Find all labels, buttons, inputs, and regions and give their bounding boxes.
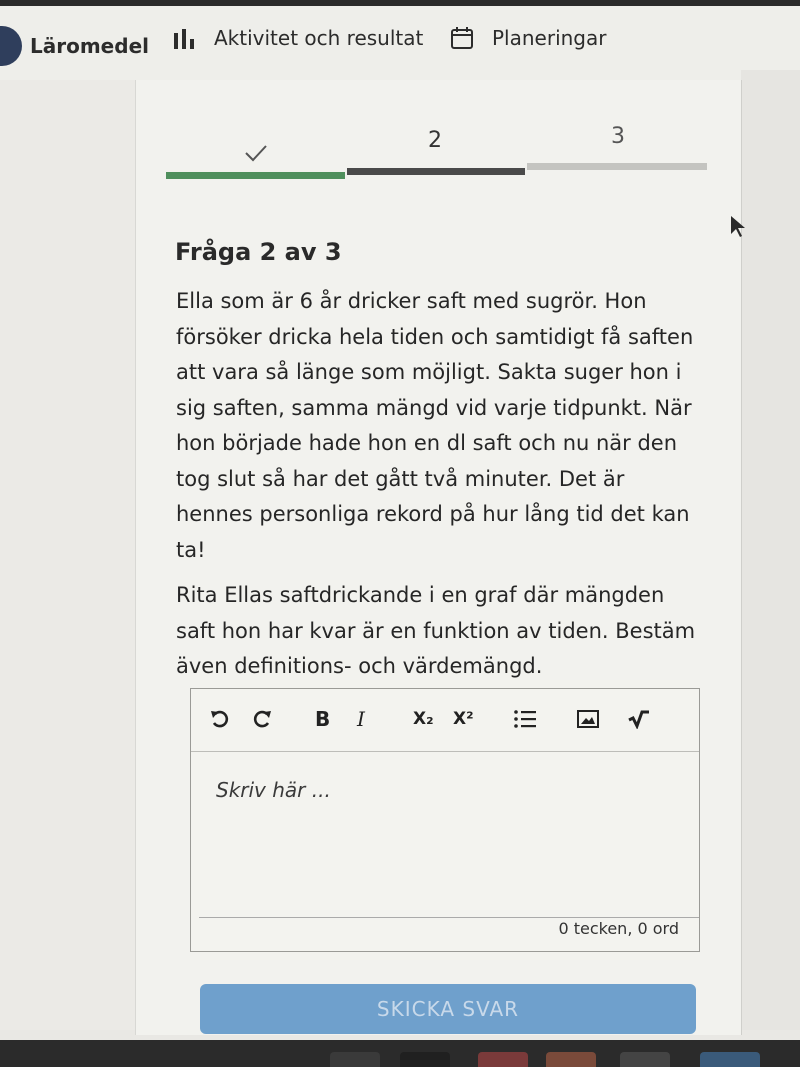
step-1-completed[interactable]	[243, 143, 269, 169]
answer-placeholder: Skriv här ...	[216, 778, 331, 802]
question-paragraph-1: Ella som är 6 år dricker saft med sugrör. Hon försöker dricka hela tiden och samtidigt få saften att vara så länge som möjligt. Sakta suger hon i sig saften, samma mängd vid varje tidpunkt. När hon började hade hon en dl saft och nu när den tog slut så har det gått två minuter. Det är hennes personliga rekord på hur lång tid det kan ta!	[176, 289, 694, 562]
calendar-icon	[450, 26, 474, 50]
editor-toolbar	[191, 689, 699, 752]
mouse-cursor-icon	[730, 215, 746, 239]
step-3[interactable]: 3	[611, 124, 625, 149]
nav-item-aktivitet[interactable]	[172, 26, 423, 50]
top-nav	[0, 0, 800, 80]
answer-textarea[interactable]	[191, 752, 699, 917]
redo-button[interactable]	[251, 705, 273, 733]
dock-item	[546, 1052, 596, 1067]
question-text	[176, 284, 696, 695]
italic-button[interactable]: I	[357, 707, 365, 731]
nav-item-laromedel[interactable]	[0, 26, 149, 66]
dock-item	[700, 1052, 760, 1067]
dock-item	[330, 1052, 380, 1067]
top-strip	[0, 0, 800, 6]
dock-item	[478, 1052, 528, 1067]
sqrt-icon	[627, 709, 651, 729]
question-paragraph-2: Rita Ellas saftdrickande i en graf där mängden saft hon har kvar är en funktion av tiden. Bestäm även definitions- och värdemängd.	[176, 583, 696, 678]
bold-button[interactable]: B	[315, 707, 331, 731]
nav-item-planeringar[interactable]	[450, 26, 606, 50]
undo-icon	[209, 708, 231, 730]
left-gutter	[0, 80, 135, 1030]
list-icon	[513, 709, 537, 729]
nav-label-laromedel: Läromedel	[30, 34, 149, 58]
nav-label-aktivitet: Aktivitet och resultat	[214, 26, 424, 50]
step-2-bar	[347, 168, 525, 175]
formula-button[interactable]	[627, 705, 651, 733]
step-3-bar	[527, 163, 707, 170]
image-button[interactable]	[577, 705, 599, 733]
dock-item	[400, 1052, 450, 1067]
answer-editor	[190, 688, 700, 952]
list-button[interactable]	[513, 705, 537, 733]
submit-answer-button[interactable]: SKICKA SVAR	[200, 984, 696, 1034]
step-1-bar	[166, 172, 345, 179]
check-icon	[243, 143, 269, 163]
right-gutter	[741, 70, 800, 1030]
dock-item	[620, 1052, 670, 1067]
editor-footer-divider	[199, 917, 699, 918]
subscript-button[interactable]: X₂	[413, 709, 434, 729]
superscript-button[interactable]: X²	[453, 709, 474, 729]
nav-label-planeringar: Planeringar	[492, 26, 607, 50]
redo-icon	[251, 708, 273, 730]
bar-chart-icon	[172, 27, 196, 49]
undo-button[interactable]	[209, 705, 231, 733]
question-title: Fråga 2 av 3	[175, 238, 342, 266]
image-icon	[577, 710, 599, 728]
step-2[interactable]: 2	[428, 128, 442, 153]
book-icon	[0, 26, 22, 66]
character-word-counter: 0 tecken, 0 ord	[558, 919, 679, 938]
